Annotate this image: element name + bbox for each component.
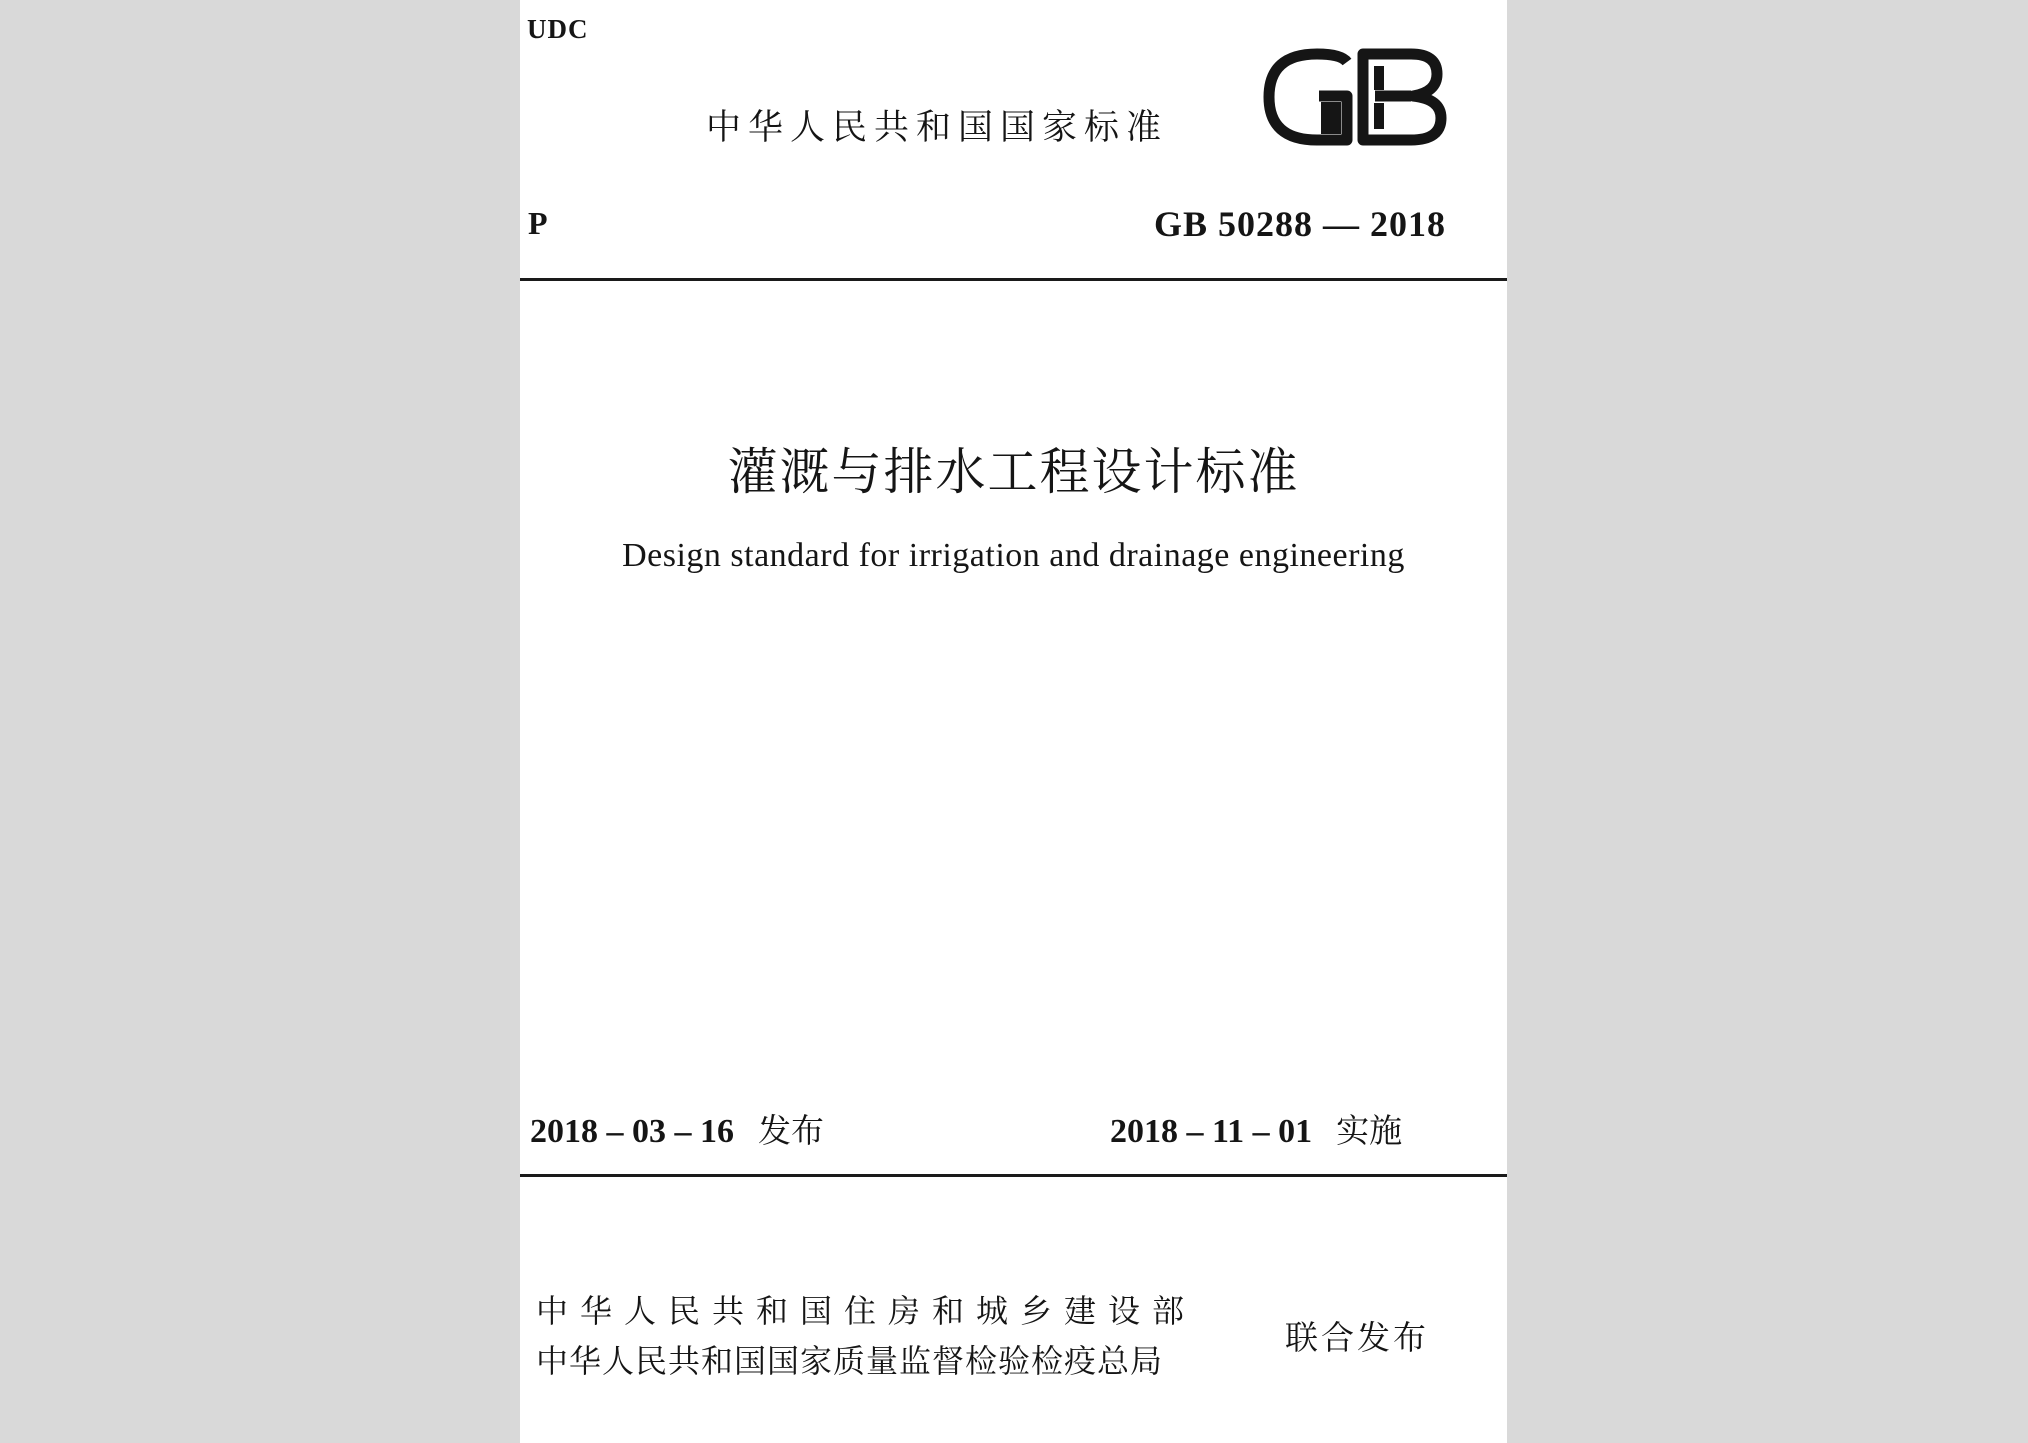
issuer-quality-administration: 中华人民共和国国家质量监督检验检疫总局 — [536, 1342, 1164, 1380]
document-cover — [520, 0, 1507, 1443]
national-standard-heading: 中华人民共和国国家标准 — [706, 108, 1169, 148]
implementation-date-row — [1110, 1105, 1402, 1152]
top-divider — [520, 278, 1507, 281]
udc-label: UDC — [527, 14, 589, 44]
bottom-divider — [520, 1174, 1507, 1177]
implementation-label: 实施 — [1336, 1111, 1403, 1150]
issue-label: 发布 — [758, 1111, 824, 1150]
classification-code: P — [528, 205, 548, 241]
implementation-date: 2018 – 11 – 01 — [1110, 1113, 1313, 1150]
title-english: Design standard for irrigation and drainage engineering — [622, 537, 1405, 574]
issuer-ministry-housing: 中华人民共和国住房和城乡建设部 — [536, 1292, 1197, 1330]
joint-release-label: 联合发布 — [1285, 1318, 1429, 1357]
title-chinese: 灌溉与排水工程设计标准 — [727, 443, 1300, 501]
standard-number: GB 50288 — 2018 — [1153, 204, 1446, 244]
gb-logo-text: GB — [1354, 145, 1356, 146]
issue-date-row — [530, 1105, 824, 1152]
gb-logo — [1261, 48, 1447, 146]
issue-date: 2018 – 03 – 16 — [530, 1113, 734, 1150]
